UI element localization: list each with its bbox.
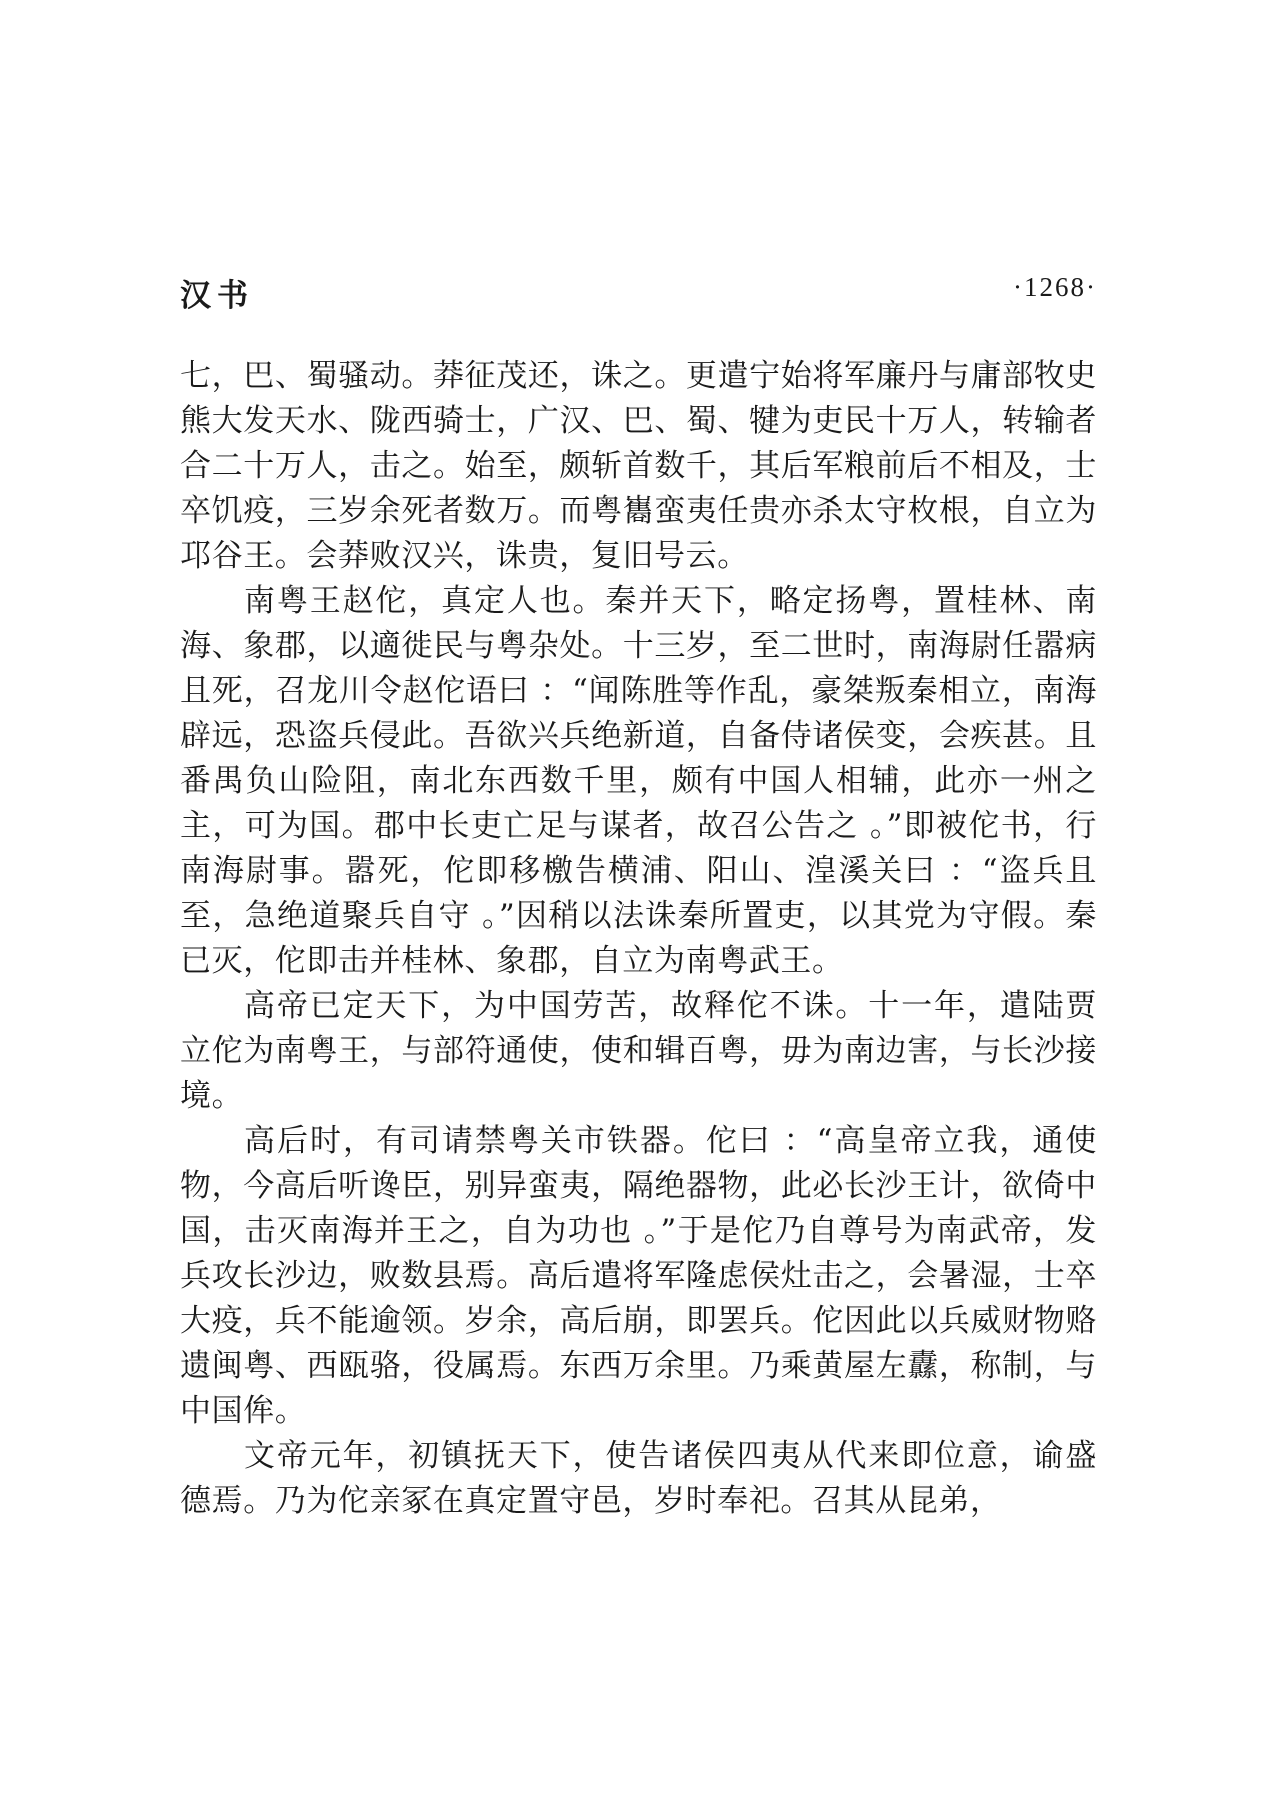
paragraph-gaohou: 高后时，有司请禁粤关市铁器。佗曰 ：“高皇帝立我，通使物，今高后听谗臣，别异蛮夷，隔绝器物，此必长沙王计，欲倚中国，击灭南海并王之，自为功也 。”于是佗乃自尊号为南武帝，发兵攻长沙边，败数县焉。高后遣将军隆虑侯灶击之，会暑湿，士卒大疫，兵不能逾领。岁余，高后崩，即罢兵。佗因此以兵威财物赂遗闽粤、西瓯骆，役属焉。东西万余里。乃乘黄屋左纛，称制，与中国侔。 [180, 1123, 1097, 1429]
paragraph-wendi: 文帝元年，初镇抚天下，使告诸侯四夷从代来即位意，谕盛德焉。乃为佗亲冢在真定置守邑，岁时奉祀。召其从昆弟， [180, 1438, 1097, 1519]
paragraph-zhao-tuo: 南粤王赵佗，真定人也。秦并天下，略定扬粤，置桂林、南海、象郡，以適徙民与粤杂处。十三岁，至二世时，南海尉任嚣病且死，召龙川令赵佗语曰 ：“闻陈胜等作乱，豪桀叛秦相立，南海辟远，恐盗兵侵此。吾欲兴兵绝新道，自备侍诸侯变，会疾甚。且番禺负山险阻，南北东西数千里，颇有中国人相辅，此亦一州之主，可为国。郡中长吏亡足与谋者，故召公告之 。”即被佗书，行南海尉事。嚣死，佗即移檄告横浦、阳山、湟溪关曰 ：“盗兵且至，急绝道聚兵自守 。”因稍以法诛秦所置吏，以其党为守假。秦已灭，佗即击并桂林、象郡，自立为南粤武王。 [180, 583, 1097, 979]
paragraph-gaodi: 高帝已定天下，为中国劳苦，故释佗不诛。十一年，遣陆贾立佗为南粤王，与部符通使，使和辑百粤，毋为南边害，与长沙接境。 [180, 988, 1097, 1114]
body-text [180, 354, 1097, 1524]
book-title: 汉书 [180, 278, 254, 314]
page-number: ·1268· [1013, 272, 1097, 302]
page-header [180, 270, 1097, 314]
paragraph-continuation: 七，巴、蜀骚动。莽征茂还，诛之。更遣宁始将军廉丹与庸部牧史熊大发天水、陇西骑士，广汉、巴、蜀、犍为吏民十万人，转输者合二十万人，击之。始至，颇斩首数千，其后军粮前后不相及，士卒饥疫，三岁余死者数万。而粤巂蛮夷任贵亦杀太守枚根，自立为邛谷王。会莽败汉兴，诛贵，复旧号云。 [180, 358, 1097, 574]
